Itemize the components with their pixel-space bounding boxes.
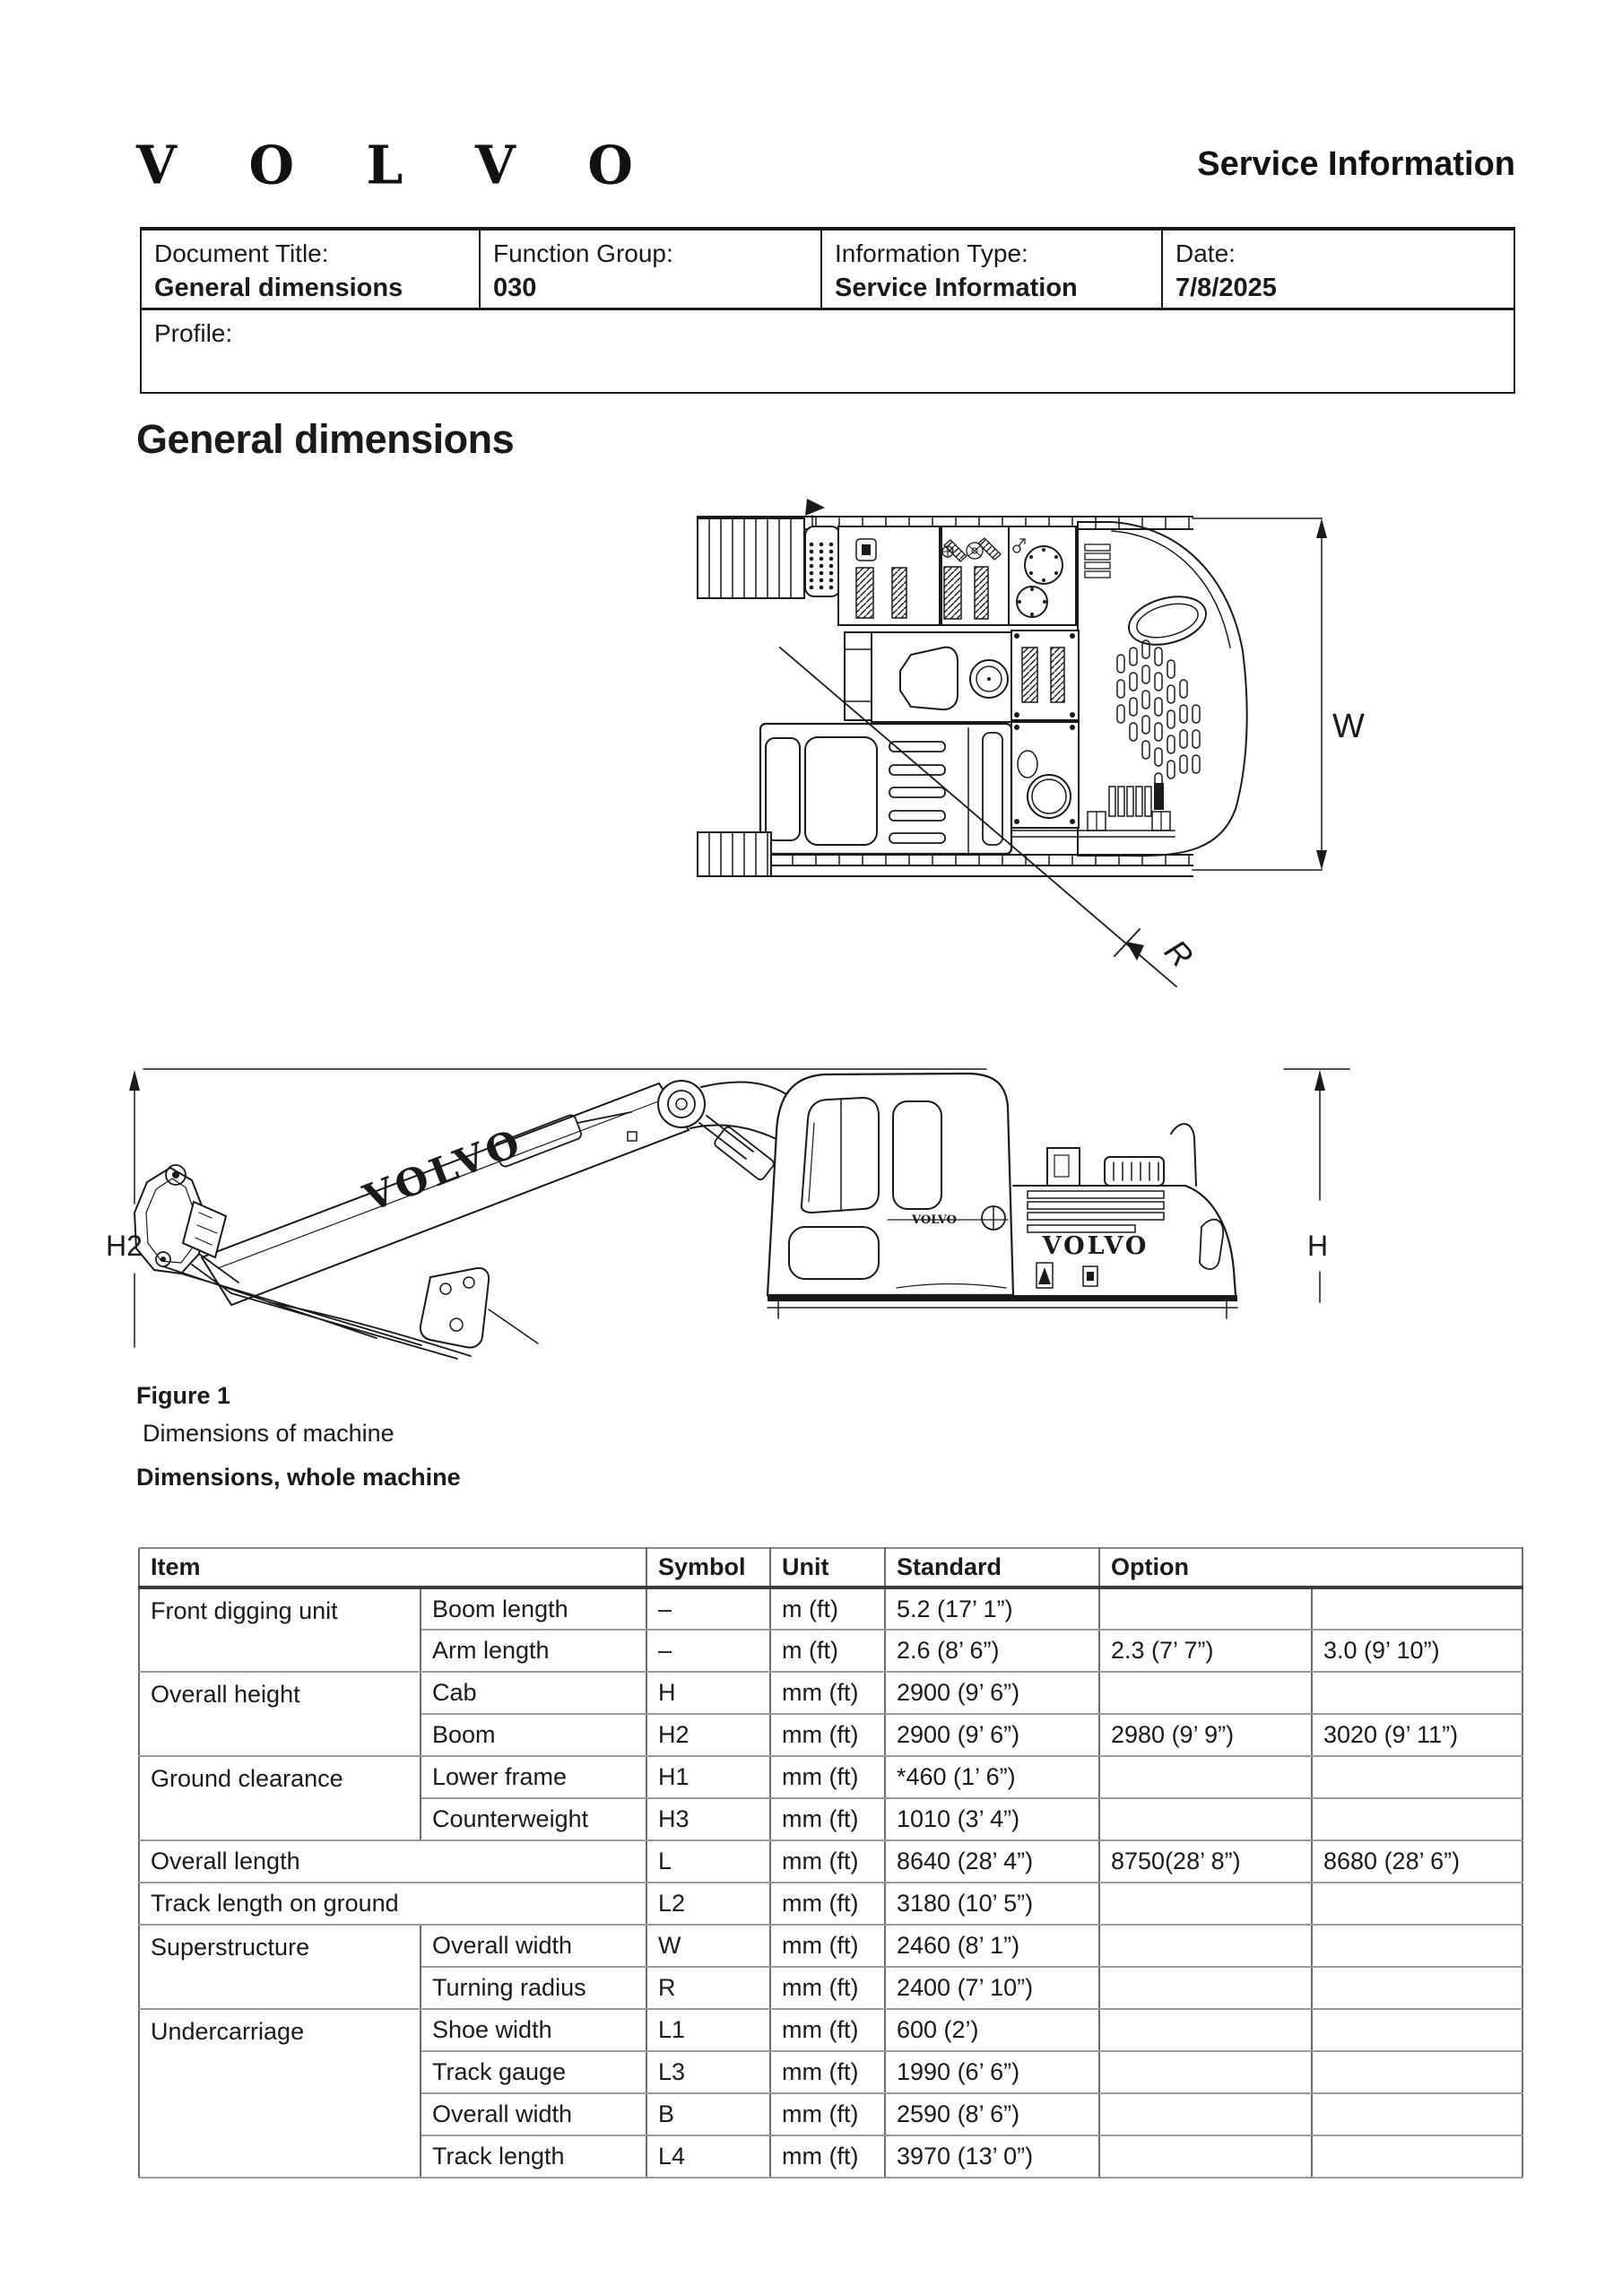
cell-symbol: L3: [646, 2051, 770, 2093]
cell-standard: 600 (2’): [885, 2009, 1099, 2051]
cell-standard: 2400 (7’ 10”): [885, 1967, 1099, 2009]
cell-item: Boom length: [421, 1587, 646, 1630]
cab-volvo-text: VOLVO: [912, 1213, 957, 1227]
cell-unit: m (ft): [770, 1587, 885, 1630]
cell-unit: mm (ft): [770, 1883, 885, 1925]
information-type-value: Service Information: [835, 274, 1078, 302]
cell-option1: 8750(28’ 8”): [1099, 1840, 1312, 1883]
cell-item: Overall width: [421, 1925, 646, 1967]
cell-symbol: W: [646, 1925, 770, 1967]
cell-option2: 8680 (28’ 6”): [1312, 1840, 1522, 1883]
cell-standard: 1010 (3’ 4”): [885, 1798, 1099, 1840]
cell-unit: mm (ft): [770, 1840, 885, 1883]
cell-standard: 1990 (6’ 6”): [885, 2051, 1099, 2093]
table-row: [139, 1587, 1522, 1630]
document-info-table: [140, 227, 1515, 394]
cell-standard: 3970 (13’ 0”): [885, 2135, 1099, 2178]
cell-item: Boom: [421, 1714, 646, 1756]
cell-item: Arm length: [421, 1630, 646, 1672]
table-row: [139, 2009, 1522, 2051]
date-cell: [1161, 230, 1514, 308]
cell-symbol: B: [646, 2093, 770, 2135]
cell-group: Undercarriage: [139, 2009, 421, 2178]
cell-option1: [1099, 2051, 1312, 2093]
information-type-cell: [820, 230, 1161, 308]
figure-side-view: [81, 1058, 1435, 1381]
function-group-cell: [479, 230, 820, 308]
document-title-label: Document Title:: [154, 239, 329, 267]
cell-standard: 2.6 (8’ 6”): [885, 1630, 1099, 1672]
cell-option1: [1099, 1798, 1312, 1840]
cell-item: Track length: [421, 2135, 646, 2178]
cell-option1: [1099, 1883, 1312, 1925]
cell-option1: [1099, 2093, 1312, 2135]
boom-volvo-text: VOLVO: [358, 1119, 530, 1221]
cell-option2: [1312, 1756, 1522, 1798]
dim-label-h2: H2: [106, 1230, 143, 1262]
cell-symbol: L1: [646, 2009, 770, 2051]
date-value: 7/8/2025: [1175, 274, 1277, 302]
cell-symbol: –: [646, 1630, 770, 1672]
cell-option1: 2.3 (7’ 7”): [1099, 1630, 1312, 1672]
dim-label-r: R: [1158, 932, 1201, 975]
cell-group: Ground clearance: [139, 1756, 421, 1840]
cell-option2: [1312, 1967, 1522, 2009]
table-header-row: [139, 1548, 1522, 1587]
cell-option1: [1099, 1587, 1312, 1630]
cell-item: Turning radius: [421, 1967, 646, 2009]
cell-unit: mm (ft): [770, 1756, 885, 1798]
cell-symbol: R: [646, 1967, 770, 2009]
table-row: [139, 1756, 1522, 1798]
cell-option2: [1312, 1672, 1522, 1714]
cell-option2: [1312, 1587, 1522, 1630]
cell-unit: mm (ft): [770, 2051, 885, 2093]
cell-standard: 5.2 (17’ 1”): [885, 1587, 1099, 1630]
cell-group: Overall height: [139, 1672, 421, 1756]
side-view-drawing: [81, 1058, 1435, 1381]
cell-standard: 8640 (28’ 4”): [885, 1840, 1099, 1883]
cell-item: Track length on ground: [139, 1883, 646, 1925]
cell-item: Lower frame: [421, 1756, 646, 1798]
cell-unit: m (ft): [770, 1630, 885, 1672]
date-label: Date:: [1175, 239, 1236, 267]
cell-standard: 2590 (8’ 6”): [885, 2093, 1099, 2135]
cell-group: Superstructure: [139, 1925, 421, 2009]
cell-unit: mm (ft): [770, 1798, 885, 1840]
cell-symbol: –: [646, 1587, 770, 1630]
document-title-cell: [142, 230, 479, 308]
table-row: [139, 1883, 1522, 1925]
header-item: Item: [139, 1548, 646, 1587]
document-title-value: General dimensions: [154, 274, 403, 302]
cell-symbol: L: [646, 1840, 770, 1883]
figure-subtitle: Dimensions, whole machine: [136, 1464, 461, 1491]
table-row: [139, 1672, 1522, 1714]
cell-option2: 3.0 (9’ 10”): [1312, 1630, 1522, 1672]
cell-option2: [1312, 1925, 1522, 1967]
cell-standard: 3180 (10’ 5”): [885, 1883, 1099, 1925]
service-information-title: Service Information: [1197, 145, 1515, 183]
cell-option2: [1312, 1798, 1522, 1840]
cell-standard: *460 (1’ 6”): [885, 1756, 1099, 1798]
cell-option1: [1099, 1967, 1312, 2009]
function-group-label: Function Group:: [493, 239, 673, 267]
cell-standard: 2900 (9’ 6”): [885, 1672, 1099, 1714]
cell-unit: mm (ft): [770, 1672, 885, 1714]
cell-standard: 2900 (9’ 6”): [885, 1714, 1099, 1756]
cell-item: Shoe width: [421, 2009, 646, 2051]
cell-symbol: H2: [646, 1714, 770, 1756]
cell-option2: [1312, 2093, 1522, 2135]
cell-standard: 2460 (8’ 1”): [885, 1925, 1099, 1967]
document-info-row: [142, 230, 1514, 310]
figure-number: Figure 1: [136, 1382, 231, 1409]
cell-item: Track gauge: [421, 2051, 646, 2093]
figure-caption: Dimensions of machine: [143, 1420, 395, 1447]
body-volvo-text: VOLVO: [1042, 1232, 1149, 1260]
information-type-label: Information Type:: [835, 239, 1028, 267]
table-row: [139, 1840, 1522, 1883]
dim-label-h: H: [1307, 1230, 1329, 1262]
dim-label-w: W: [1332, 708, 1365, 745]
cell-unit: mm (ft): [770, 1714, 885, 1756]
cell-option1: 2980 (9’ 9”): [1099, 1714, 1312, 1756]
cell-symbol: L2: [646, 1883, 770, 1925]
cell-item: Cab: [421, 1672, 646, 1714]
cell-option2: 3020 (9’ 11”): [1312, 1714, 1522, 1756]
page-title: General dimensions: [136, 416, 515, 462]
header-option: Option: [1099, 1548, 1522, 1587]
dimensions-table: [138, 1547, 1523, 2179]
cell-unit: mm (ft): [770, 2135, 885, 2178]
cell-symbol: H: [646, 1672, 770, 1714]
cell-item: Counterweight: [421, 1798, 646, 1840]
function-group-value: 030: [493, 274, 537, 302]
cell-option1: [1099, 1925, 1312, 1967]
cell-option2: [1312, 2051, 1522, 2093]
cell-unit: mm (ft): [770, 2009, 885, 2051]
cell-option2: [1312, 2009, 1522, 2051]
cell-unit: mm (ft): [770, 2093, 885, 2135]
volvo-logo: V O L V O: [136, 134, 661, 196]
cell-option2: [1312, 2135, 1522, 2178]
cell-option1: [1099, 1672, 1312, 1714]
header-standard: Standard: [885, 1548, 1099, 1587]
table-row: [139, 1925, 1522, 1967]
cell-unit: mm (ft): [770, 1967, 885, 2009]
profile-cell: [142, 310, 1514, 392]
cell-symbol: L4: [646, 2135, 770, 2178]
cell-unit: mm (ft): [770, 1925, 885, 1967]
cell-group: Front digging unit: [139, 1587, 421, 1672]
cell-option2: [1312, 1883, 1522, 1925]
cell-symbol: H1: [646, 1756, 770, 1798]
cell-item: Overall width: [421, 2093, 646, 2135]
profile-label: Profile:: [154, 319, 233, 347]
cell-option1: [1099, 1756, 1312, 1798]
cell-option1: [1099, 2009, 1312, 2051]
header-symbol: Symbol: [646, 1548, 770, 1587]
cell-item: Overall length: [139, 1840, 646, 1883]
cell-symbol: H3: [646, 1798, 770, 1840]
cell-option1: [1099, 2135, 1312, 2178]
header-unit: Unit: [770, 1548, 885, 1587]
